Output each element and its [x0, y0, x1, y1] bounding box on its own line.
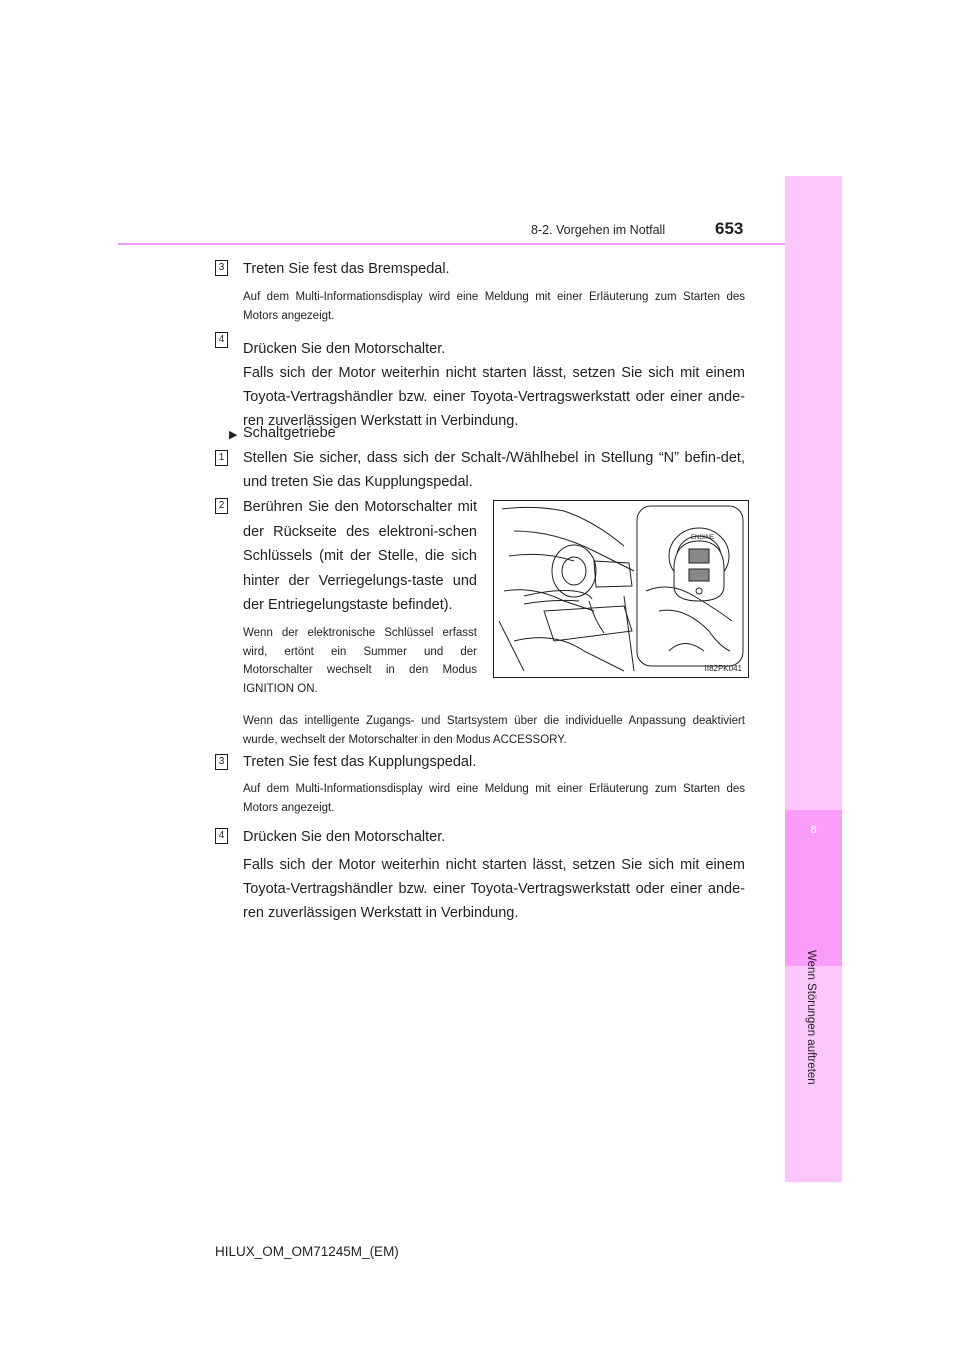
- document-id: HILUX_OM_OM71245M_(EM): [215, 1244, 399, 1259]
- dashboard-illustration: [494, 501, 748, 677]
- step-number-box: 1: [215, 450, 228, 466]
- step-paragraph: Falls sich der Motor weiterhin nicht starten lässt, setzen Sie sich mit einem Toyota-Vertragshändler bzw. einer Toyota-Vertragswerkstatt oder einer ande-ren zuverlässigen Werkstatt in Verbindung.: [243, 365, 745, 429]
- step-note: Wenn das intelligente Zugangs- und Startsystem über die individuelle Anpassung deaktiviert wurde, wechselt der Motorschalter in den Modus ACCESSORY.: [243, 715, 745, 746]
- header-rule: [118, 243, 785, 245]
- step-number-box: 4: [215, 332, 228, 348]
- step-text: Drücken Sie den Motorschalter.: [243, 829, 446, 845]
- subsection-heading: Schaltgetriebe: [243, 425, 336, 441]
- step-text: Stellen Sie sicher, dass sich der Schalt-/Wählhebel in Stellung “N” befin-det, und treten Sie das Kupplungspedal.: [243, 450, 745, 490]
- chapter-title: Wenn Störungen auftreten: [805, 950, 817, 1085]
- engine-button-label: ENGINE: [691, 535, 715, 541]
- step-text: Treten Sie fest das Kupplungspedal.: [243, 754, 477, 770]
- step-number-box: 3: [215, 260, 228, 276]
- figure-code: II82PK041: [704, 664, 742, 673]
- section-title: 8-2. Vorgehen im Notfall: [531, 223, 666, 237]
- illustration-engine-switch: [493, 500, 749, 678]
- page-number: 653: [715, 219, 744, 238]
- triangle-bullet-icon: ▶: [229, 429, 238, 441]
- step-number-box: 2: [215, 498, 228, 514]
- step-number-box: 4: [215, 828, 228, 844]
- chapter-number: 8: [810, 824, 817, 836]
- step-paragraph: Falls sich der Motor weiterhin nicht starten lässt, setzen Sie sich mit einem Toyota-Vertragshändler bzw. einer Toyota-Vertragswerkstatt oder einer ande-ren zuverlässigen Werkstatt in Verbindung.: [243, 857, 745, 921]
- step-number-box: 3: [215, 754, 228, 770]
- step-text: Berühren Sie den Motorschalter mit der Rückseite des elektroni-schen Schlüssels (mit der Stelle, die sich hinter der Verriegelungs-taste und der Entriegelungstaste befindet).: [243, 499, 477, 613]
- step-note: Auf dem Multi-Informationsdisplay wird eine Meldung mit einer Erläuterung zum Starten des Motors angezeigt.: [243, 783, 745, 814]
- step-note: Wenn der elektronische Schlüssel erfasst wird, ertönt ein Summer und der Motorschalter wechselt in den Modus IGNITION ON.: [243, 627, 477, 695]
- step-text: Drücken Sie den Motorschalter.: [243, 341, 446, 357]
- step-note: Auf dem Multi-Informationsdisplay wird eine Meldung mit einer Erläuterung zum Starten des Motors angezeigt.: [243, 291, 745, 322]
- step-text: Treten Sie fest das Bremspedal.: [243, 261, 450, 277]
